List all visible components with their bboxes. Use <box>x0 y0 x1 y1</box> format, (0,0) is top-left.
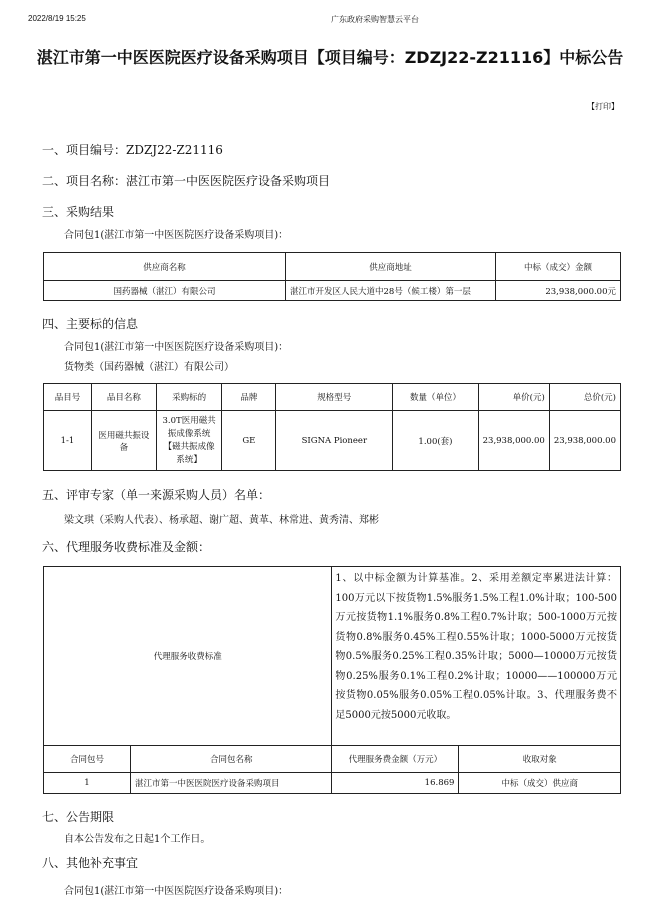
fee-standard: 1、以中标金额为计算基准。2、采用差额定率累进法计算：100万元以下按货物1.5%服务1.5%工程1.0%计取；100-500万元按货物1.1%服务0.8%工程0.7%计取；500-1000万元按货物0.8%服务0.45%工程0.55%计取；1000-5000万元按货物0.5%服务0.25%工程0.35%计取；5000—10000万元按货物0.25%服务0.1%工程0.2%计取；10000——100000万元按货物0.05%服务0.05%工程0.05%计取。3、代理服务费不足5000元按5000元收取。 <box>332 567 621 746</box>
unit-price: 23,938,000.00 <box>478 411 549 471</box>
project-name: 二、项目名称：湛江市第一中医医院医疗设备采购项目 <box>42 174 331 188</box>
page-title: 湛江市第一中医医院医疗设备采购项目【项目编号：ZDZJ22-Z21116】中标公告 <box>36 48 624 67</box>
supplier-address: 湛江市开发区人民大道中28号（候工楼）第一层 <box>286 281 496 301</box>
site-name: 广东政府采购智慧云平台 <box>331 15 419 24</box>
table-header: 单价(元) <box>478 384 549 411</box>
package-label: 合同包1(湛江市第一中医医院医疗设备采购项目)： <box>64 886 289 897</box>
fee-amount: 16.869 <box>332 773 459 794</box>
print-link[interactable]: 【打印】 <box>587 102 619 111</box>
table-header: 数量（单位） <box>393 384 478 411</box>
table-header: 品目号 <box>44 384 92 411</box>
section-heading: 八、其他补充事宜 <box>42 856 139 870</box>
item-name: 医用磁共振设备 <box>91 411 156 471</box>
fee-label: 代理服务收费标准 <box>44 567 332 746</box>
table-header: 合同包名称 <box>131 746 332 773</box>
table-row <box>44 281 621 301</box>
section-heading: 六、代理服务收费标准及金额： <box>42 540 211 554</box>
package-name: 湛江市第一中医医院医疗设备采购项目 <box>131 773 332 794</box>
table-header: 规格型号 <box>276 384 393 411</box>
items-table <box>43 383 621 471</box>
table-row <box>44 411 621 471</box>
total-price: 23,938,000.00 <box>549 411 620 471</box>
fee-table <box>43 566 621 794</box>
package-label: 合同包1(湛江市第一中医医院医疗设备采购项目)： <box>64 342 289 353</box>
procurement-subject: 3.0T医用磁共振成像系统【磁共振成像系统】 <box>156 411 222 471</box>
section-heading: 五、评审专家（单一来源采购人员）名单： <box>42 488 271 502</box>
table-row <box>44 773 621 794</box>
table-header: 合同包号 <box>44 746 131 773</box>
table-header: 供应商地址 <box>286 253 496 281</box>
model: SIGNA Pioneer <box>276 411 393 471</box>
item-number: 1-1 <box>44 411 92 471</box>
section-heading: 七、公告期限 <box>42 810 115 824</box>
quantity: 1.00(套) <box>393 411 478 471</box>
package-label: 合同包1(湛江市第一中医医院医疗设备采购项目)： <box>64 230 289 241</box>
table-header: 收取对象 <box>459 746 621 773</box>
table-header: 总价(元) <box>549 384 620 411</box>
expert-names: 梁文琪（采购人代表）、杨承超、谢广超、黄革、林常进、黄秀清、郑彬 <box>64 515 379 526</box>
table-header: 中标（成交）金额 <box>496 253 621 281</box>
project-number: 一、项目编号：ZDZJ22-Z21116 <box>42 143 223 157</box>
fee-payer: 中标（成交）供应商 <box>459 773 621 794</box>
award-amount: 23,938,000.00元 <box>496 281 621 301</box>
table-header: 采购标的 <box>156 384 222 411</box>
print-datetime: 2022/8/19 15:25 <box>28 14 86 23</box>
category-label: 货物类（国药器械（湛江）有限公司） <box>64 362 234 373</box>
package-number: 1 <box>44 773 131 794</box>
table-header: 品牌 <box>222 384 276 411</box>
table-header: 代理服务费金额（万元） <box>332 746 459 773</box>
brand: GE <box>222 411 276 471</box>
section-heading: 三、采购结果 <box>42 205 115 219</box>
table-header: 品目名称 <box>91 384 156 411</box>
supplier-name: 国药器械（湛江）有限公司 <box>44 281 286 301</box>
table-header: 供应商名称 <box>44 253 286 281</box>
section-heading: 四、主要标的信息 <box>42 317 139 331</box>
result-table <box>43 252 621 301</box>
notice-period: 自本公告发布之日起1个工作日。 <box>64 834 211 845</box>
